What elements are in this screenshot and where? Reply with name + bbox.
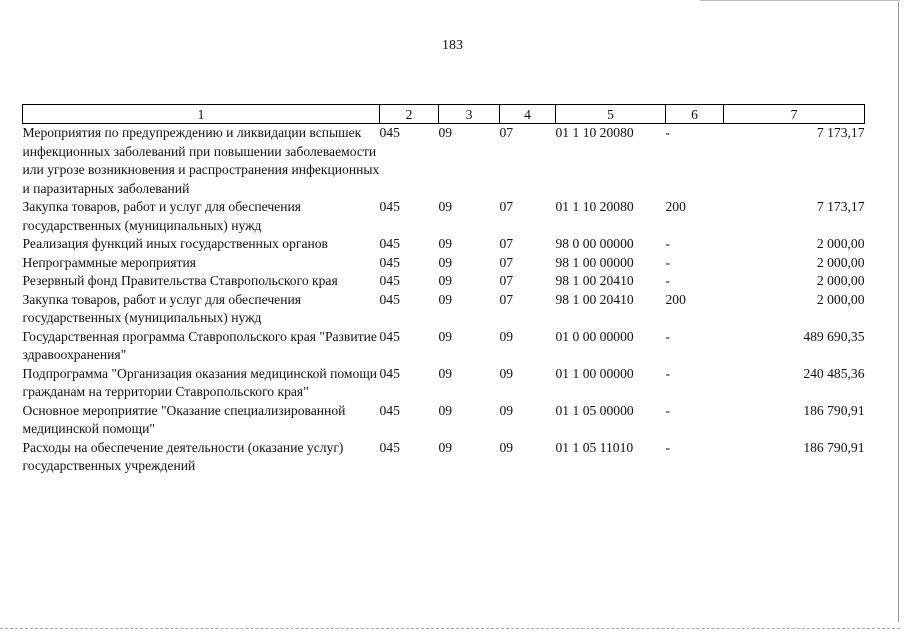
row-pr: 07 — [499, 199, 514, 214]
row-gv: 045 — [379, 273, 400, 288]
row-pr: 09 — [499, 365, 514, 381]
row-gv: 045 — [379, 254, 400, 270]
row-sum: 2 000,00 — [816, 254, 865, 270]
row-rz: 09 — [438, 254, 453, 270]
scan-edge-bottom — [0, 628, 900, 629]
row-name: Непрограммные мероприятия — [22, 254, 196, 270]
table-row — [23, 328, 865, 365]
row-rz: 09 — [438, 236, 453, 251]
row-gv: 045 — [379, 365, 400, 381]
row-name: Закупка товаров, работ и услуг для обеспечения государственных (муниципальных) нужд — [22, 199, 301, 233]
row-vr: 200 — [665, 291, 686, 307]
row-vr: - — [665, 236, 671, 251]
row-gv: 045 — [379, 328, 400, 344]
row-gv: 045 — [379, 439, 400, 455]
row-name: Государственная программа Ставропольского края "Развитие здравоохранения" — [22, 328, 377, 362]
row-name: Резервный фонд Правительства Ставропольского края — [22, 273, 338, 288]
row-rz: 09 — [438, 365, 453, 381]
row-pr: 07 — [499, 236, 514, 251]
row-vr: - — [665, 365, 671, 381]
table-row — [23, 439, 865, 476]
header-col-4: 4 — [500, 105, 556, 124]
table-header-row — [23, 105, 865, 124]
row-pr: 07 — [499, 273, 514, 288]
row-cs: 01 1 00 00000 — [555, 365, 634, 381]
row-vr: - — [665, 328, 671, 344]
row-name: Мероприятия по предупреждению и ликвидации вспышек инфекционных заболеваний при повышении заболеваемости или угрозе возникновения и распространения инфекционных и паразитарных заболеваний — [22, 125, 380, 196]
row-gv: 045 — [379, 199, 400, 214]
header-col-3: 3 — [439, 105, 500, 124]
row-pr: 07 — [499, 254, 514, 270]
table-row — [23, 254, 865, 273]
table-row — [23, 124, 865, 199]
table-row — [23, 235, 865, 254]
row-rz: 09 — [438, 439, 453, 455]
row-sum: 7 173,17 — [816, 125, 865, 140]
row-gv: 045 — [379, 402, 400, 418]
row-rz: 09 — [438, 273, 453, 288]
table-row — [23, 291, 865, 328]
row-cs: 01 1 05 11010 — [555, 439, 634, 455]
header-col-6: 6 — [666, 105, 724, 124]
row-gv: 045 — [379, 125, 400, 140]
row-sum: 489 690,35 — [803, 328, 865, 344]
row-cs: 01 1 10 20080 — [555, 125, 634, 140]
header-col-5: 5 — [556, 105, 666, 124]
row-cs: 01 1 10 20080 — [555, 199, 634, 214]
row-vr: - — [665, 439, 671, 455]
page-number: 183 — [442, 38, 463, 53]
row-vr: - — [665, 125, 671, 140]
row-pr: 07 — [499, 125, 514, 140]
row-sum: 2 000,00 — [816, 291, 865, 307]
row-name: Основное мероприятие "Оказание специализированной медицинской помощи" — [22, 402, 346, 436]
row-pr: 07 — [499, 291, 514, 307]
row-vr: - — [665, 402, 671, 418]
row-name: Расходы на обеспечение деятельности (оказание услуг) государственных учреждений — [22, 439, 344, 473]
header-col-2: 2 — [380, 105, 439, 124]
row-sum: 2 000,00 — [816, 236, 865, 251]
scan-edge-top — [700, 0, 900, 1]
table-row — [23, 272, 865, 291]
row-pr: 09 — [499, 328, 514, 344]
table-row — [23, 402, 865, 439]
row-rz: 09 — [438, 402, 453, 418]
header-col-1: 1 — [23, 105, 380, 124]
scan-edge-right — [898, 2, 899, 622]
row-sum: 240 485,36 — [803, 365, 865, 381]
row-sum: 2 000,00 — [816, 273, 865, 288]
row-cs: 01 0 00 00000 — [555, 328, 634, 344]
budget-table — [22, 104, 865, 476]
row-gv: 045 — [379, 236, 400, 251]
row-cs: 98 1 00 20410 — [555, 273, 634, 288]
row-rz: 09 — [438, 328, 453, 344]
row-pr: 09 — [499, 439, 514, 455]
row-gv: 045 — [379, 291, 400, 307]
row-name: Подпрограмма "Организация оказания медицинской помощи гражданам на территории Ставропольского края" — [22, 365, 378, 399]
row-sum: 186 790,91 — [803, 439, 865, 455]
row-cs: 01 1 05 00000 — [555, 402, 634, 418]
row-name: Реализация функций иных государственных органов — [22, 236, 328, 251]
row-rz: 09 — [438, 291, 453, 307]
row-vr: 200 — [665, 199, 686, 214]
table-row — [23, 198, 865, 235]
row-name: Закупка товаров, работ и услуг для обеспечения государственных (муниципальных) нужд — [22, 291, 301, 325]
row-pr: 09 — [499, 402, 514, 418]
row-cs: 98 1 00 00000 — [555, 254, 634, 270]
table-row — [23, 365, 865, 402]
row-rz: 09 — [438, 125, 453, 140]
row-cs: 98 1 00 20410 — [555, 291, 634, 307]
row-sum: 186 790,91 — [803, 402, 865, 418]
row-vr: - — [665, 273, 671, 288]
row-sum: 7 173,17 — [816, 199, 865, 214]
row-rz: 09 — [438, 199, 453, 214]
header-col-7: 7 — [724, 105, 865, 124]
row-vr: - — [665, 254, 671, 270]
row-cs: 98 0 00 00000 — [555, 236, 634, 251]
